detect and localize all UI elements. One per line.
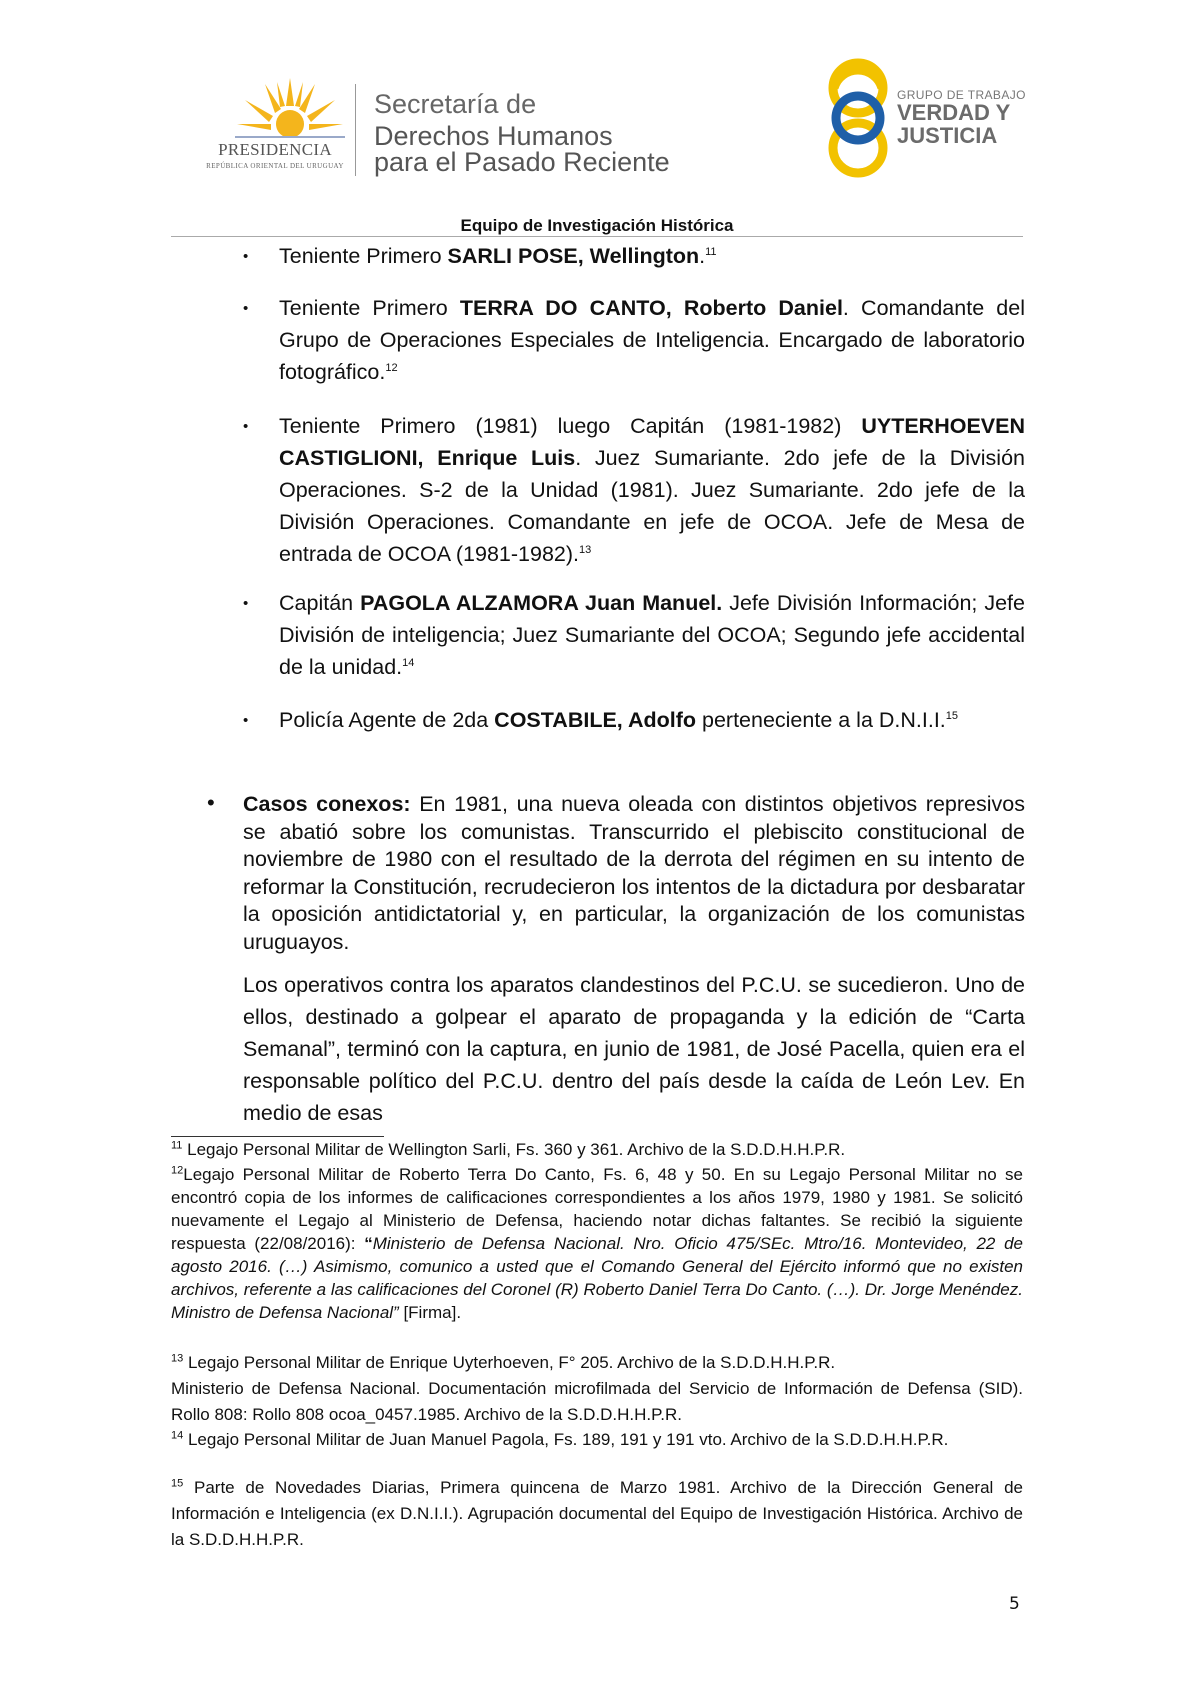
footnote-quote-mark: “ [364,1234,373,1253]
verdad-justicia-logo [820,58,896,178]
list-item [279,410,1025,570]
casos-conexos-paragraph [243,791,1025,956]
list-item [279,240,1025,272]
footnote-text: Legajo Personal Militar de Wellington Sarli, Fs. 360 y 361. Archivo de la S.D.D.H.H.P.R. [182,1140,846,1159]
justicia-label: JUSTICIA [897,123,998,148]
presidencia-subtitle: REPÚBLICA ORIENTAL DEL URUGUAY [206,162,344,170]
operativos-paragraph: Los operativos contra los aparatos clandestinos del P.C.U. se sucedieron. Uno de ellos, destinado a golpear el aparato de propaganda y la edición de “Carta Semanal”, terminó con la captura, en junio de 1981, de José Pacella, quien era el responsable político del P.C.U. dentro del país desde la caída de León Lev. En medio de esas [243,973,1025,1125]
item-prefix: Capitán [279,591,361,615]
header-rule [171,236,1023,237]
footnote-number: 15 [171,1477,184,1490]
footnote-12 [171,1163,1023,1324]
bullet-dot: • [243,418,249,435]
footnote-ref: 14 [402,656,415,669]
footnote-number: 14 [171,1429,184,1442]
item-name: UYTERHOEVEN CASTIGLIONI, Enrique Luis [279,414,1025,470]
page-number: 5 [1009,1594,1020,1614]
item-prefix: Teniente Primero [279,244,448,268]
item-prefix: Policía Agente de 2da [279,708,495,732]
footnote-13 [171,1350,1023,1428]
bullet-dot: • [243,595,249,612]
footnote-ref: 11 [705,245,717,258]
item-prefix: Teniente Primero (1981) luego Capitán (1981-1982) [279,414,862,438]
footnote-number: 13 [171,1352,184,1365]
presidencia-label: PRESIDENCIA [218,140,332,159]
footnote-text: Legajo Personal Militar de Roberto Terra Do Canto, Fs. 6, 48 y 50. En su Legajo Personal Militar no se encontró copia de los informes de calificaciones correspondientes a los años 1979, 1980 y 1981. Se solicitó nuevamente el Legajo al Ministerio de Defensa, haciendo notar dichas faltantes. Se recibió la siguiente respuesta (22/08/2016): [171,1165,1023,1253]
header-title: Equipo de Investigación Histórica [460,216,734,235]
footnote-tail: [Firma]. [398,1303,462,1322]
bullet-dot: • [243,248,249,265]
secretaria-line-3: para el Pasado Reciente [374,147,670,177]
verdad-label: VERDAD Y [897,100,1011,125]
bullet-dot: • [243,712,249,729]
casos-label: Casos conexos: [243,792,411,816]
item-text: . [699,244,706,268]
footnote-ref: 13 [579,543,592,556]
list-item [279,587,1025,683]
secretaria-line-1: Secretaría de [374,89,537,119]
header-divider [355,84,356,176]
item-text: . Juez Sumariante. 2do jefe de la División Operaciones. S-2 de la Unidad (1981). Juez Sumariante. 2do jefe de la División Operaciones. Comandante en jefe de OCOA. Jefe de Mesa de entrada de OCOA (1981-1982). [279,446,1025,566]
footnote-quote: Ministerio de Defensa Nacional. Nro. Oficio 475/SEc. Mtro/16. Montevideo, 22 de agosto 2016. (…) Asimismo, comunico a usted que el Comando General del Ejército informó que no existen archivos, referente a las calificaciones del Coronel (R) Roberto Daniel Terra Do Canto. (…). Dr. Jorge Menéndez. Ministro de Defensa Nacional” [171,1234,1024,1322]
item-name: COSTABILE, Adolfo [494,708,697,732]
footnote-text: Legajo Personal Militar de Juan Manuel Pagola, Fs. 189, 191 y 191 vto. Archivo de la S.D.D.H.H.P.R. [183,1430,949,1449]
footnote-15 [171,1475,1023,1553]
footnote-11 [171,1140,1023,1160]
item-text: Jefe División Información; Jefe División de inteligencia; Juez Sumariante del OCOA; Segundo jefe accidental de la unidad. [279,591,1025,679]
footnote-rule [171,1136,384,1137]
list-item [279,292,1025,388]
item-name: SARLI POSE, Wellington [447,244,700,268]
presidencia-sun-logo [235,76,345,146]
footnote-ref: 15 [945,709,959,722]
bullet-dot: • [207,790,215,815]
list-item [279,704,1025,736]
footnote-ref: 12 [385,361,398,374]
item-text: . Comandante del Grupo de Operaciones Especiales de Inteligencia. Encargado de laboratorio fotográfico. [279,296,1025,384]
footnote-14 [171,1428,1023,1451]
secretaria-line-2: Derechos Humanos [374,121,613,151]
grupo-trabajo-label: GRUPO DE TRABAJO [897,88,1026,102]
item-text: perteneciente a la D.N.I.I. [696,708,946,732]
footnote-text: Parte de Novedades Diarias, Primera quincena de Marzo 1981. Archivo de la Dirección General de Información e Inteligencia (ex D.N.I.I.). Agrupación documental del Equipo de Investigación Histórica. Archivo de la S.D.D.H.H.P.R. [171,1478,1023,1549]
item-prefix: Teniente Primero [279,296,460,320]
footnote-extra: Ministerio de Defensa Nacional. Documentación microfilmada del Servicio de Información de Defensa (SID). Rollo 808: Rollo 808 ocoa_0457.1985. Archivo de la S.D.D.H.H.P.R. [171,1379,1023,1424]
casos-text: En 1981, una nueva oleada con distintos objetivos represivos se abatió sobre los comunistas. Transcurrido el plebiscito constitucional de noviembre de 1980 con el resultado de la derrota del régimen en su intento de reformar la Constitución, recrudecieron los intentos de la dictadura por desbaratar la oposición antidictatorial y, en particular, la organización de los comunistas uruguayos. [243,792,1025,954]
bullet-dot: • [243,300,249,317]
item-name: TERRA DO CANTO, Roberto Daniel [459,296,843,320]
footnote-number: 11 [171,1139,183,1152]
footnote-text: Legajo Personal Militar de Enrique Uyterhoeven, F° 205. Archivo de la S.D.D.H.H.P.R. [183,1353,836,1372]
item-name: PAGOLA ALZAMORA Juan Manuel. [360,591,723,615]
footnote-number: 12 [171,1164,184,1177]
